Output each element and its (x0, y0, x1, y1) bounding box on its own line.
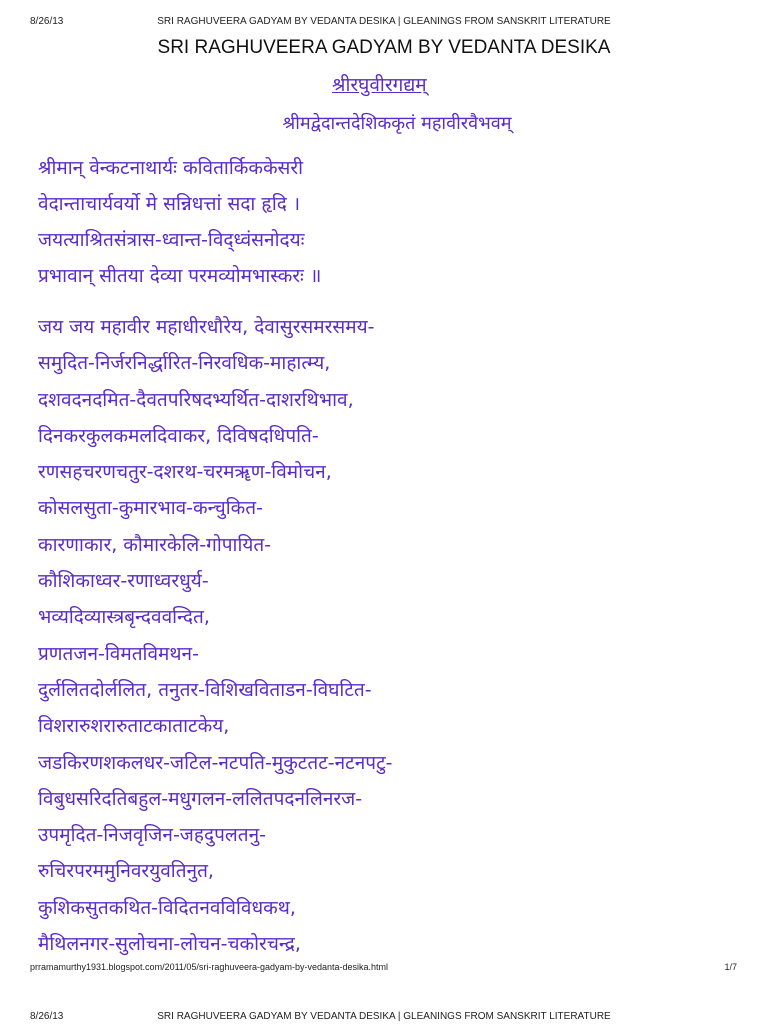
prose-line: समुदित-निर्जरनिर्द्धारित-निरवधिक-माहात्म्य, (38, 352, 331, 375)
verse-line: जयत्याश्रितसंत्रास-ध्वान्त-विद्ध्वंसनोदयः (38, 229, 305, 251)
invocation-verse (38, 150, 321, 294)
prose-line: प्रणतजन-विमतविमथन- (38, 642, 199, 665)
verse-line: प्रभावान् सीतया देव्या परमव्योमभास्करः ॥ (38, 265, 322, 287)
prose-line: दशवदनदमित-दैवतपरिषदभ्यर्थित-दाशरथिभाव, (38, 388, 354, 411)
print-header-title: SRI RAGHUVEERA GADYAM BY VEDANTA DESIKA | GLEANINGS FROM SANSKRIT LITERATURE (157, 16, 611, 27)
print-header (0, 16, 768, 30)
page-title: SRI RAGHUVEERA GADYAM BY VEDANTA DESIKA (157, 37, 611, 58)
prose-line: दुर्ललितदोर्ललित, तनुतर-विशिखविताडन-विघटित- (38, 678, 372, 701)
prose-line: विशरारुशरारुताटकाताटकेय, (38, 715, 230, 738)
prose-line: भव्यदिव्यास्त्रबृन्दववन्दित, (38, 606, 210, 629)
prose-line: विबुधसरिदतिबहुल-मधुगलन-ललितपदनलिनरज- (38, 787, 363, 810)
sanskrit-subtitle: श्रीमद्वेदान्तदेशिककृतं महावीरवैभवम् (282, 113, 512, 134)
prose-line: मैथिलनगर-सुलोचना-लोचन-चकोरचन्द्र, (38, 933, 301, 956)
verse-line: श्रीमान् वेन्कटनाथार्यः कवितार्किककेसरी (38, 157, 304, 179)
sanskrit-title: श्रीरघुवीरगद्यम् (332, 74, 427, 96)
prose-line: उपमृदित-निजवृजिन-जहदुपलतनु- (38, 824, 266, 847)
prose-line: कुशिकसुतकथित-विदितनवविविधकथ, (38, 896, 296, 919)
next-page-header-title: SRI RAGHUVEERA GADYAM BY VEDANTA DESIKA | GLEANINGS FROM SANSKRIT LITERATURE (157, 1011, 611, 1022)
prose-line: दिनकरकुलकमलदिवाकर, दिविषदधिपति- (38, 424, 319, 447)
prose-line: जडकिरणशकलधर-जटिल-नटपति-मुकुटतट-नटनपटु- (38, 751, 393, 774)
prose-line: कारणाकार, कौमारकेलि-गोपायित- (38, 533, 272, 556)
prose-line: कोसलसुता-कुमारभाव-कन्चुकित- (38, 497, 263, 520)
gadyam-prose (38, 309, 393, 962)
prose-line: रुचिरपरममुनिवरयुवतिनुत, (38, 860, 214, 883)
page-number: 1/7 (724, 962, 737, 972)
print-footer-url[interactable]: prramamurthy1931.blogspot.com/2011/05/sri-raghuveera-gadyam-by-vedanta-desika.html (30, 962, 389, 972)
next-page-date: 8/26/13 (30, 1011, 64, 1022)
print-date: 8/26/13 (30, 16, 64, 27)
prose-line: जय जय महावीर महाधीरधौरेय, देवासुरसमरसमय- (38, 316, 375, 338)
prose-line: कौशिकाध्वर-रणाध्वरधुर्य- (38, 570, 209, 593)
verse-line: वेदान्ताचार्यवर्यो मे सन्निधत्तां सदा हृदि । (38, 193, 301, 215)
prose-line: रणसहचरणचतुर-दशरथ-चरमॠण-विमोचन, (38, 461, 332, 484)
